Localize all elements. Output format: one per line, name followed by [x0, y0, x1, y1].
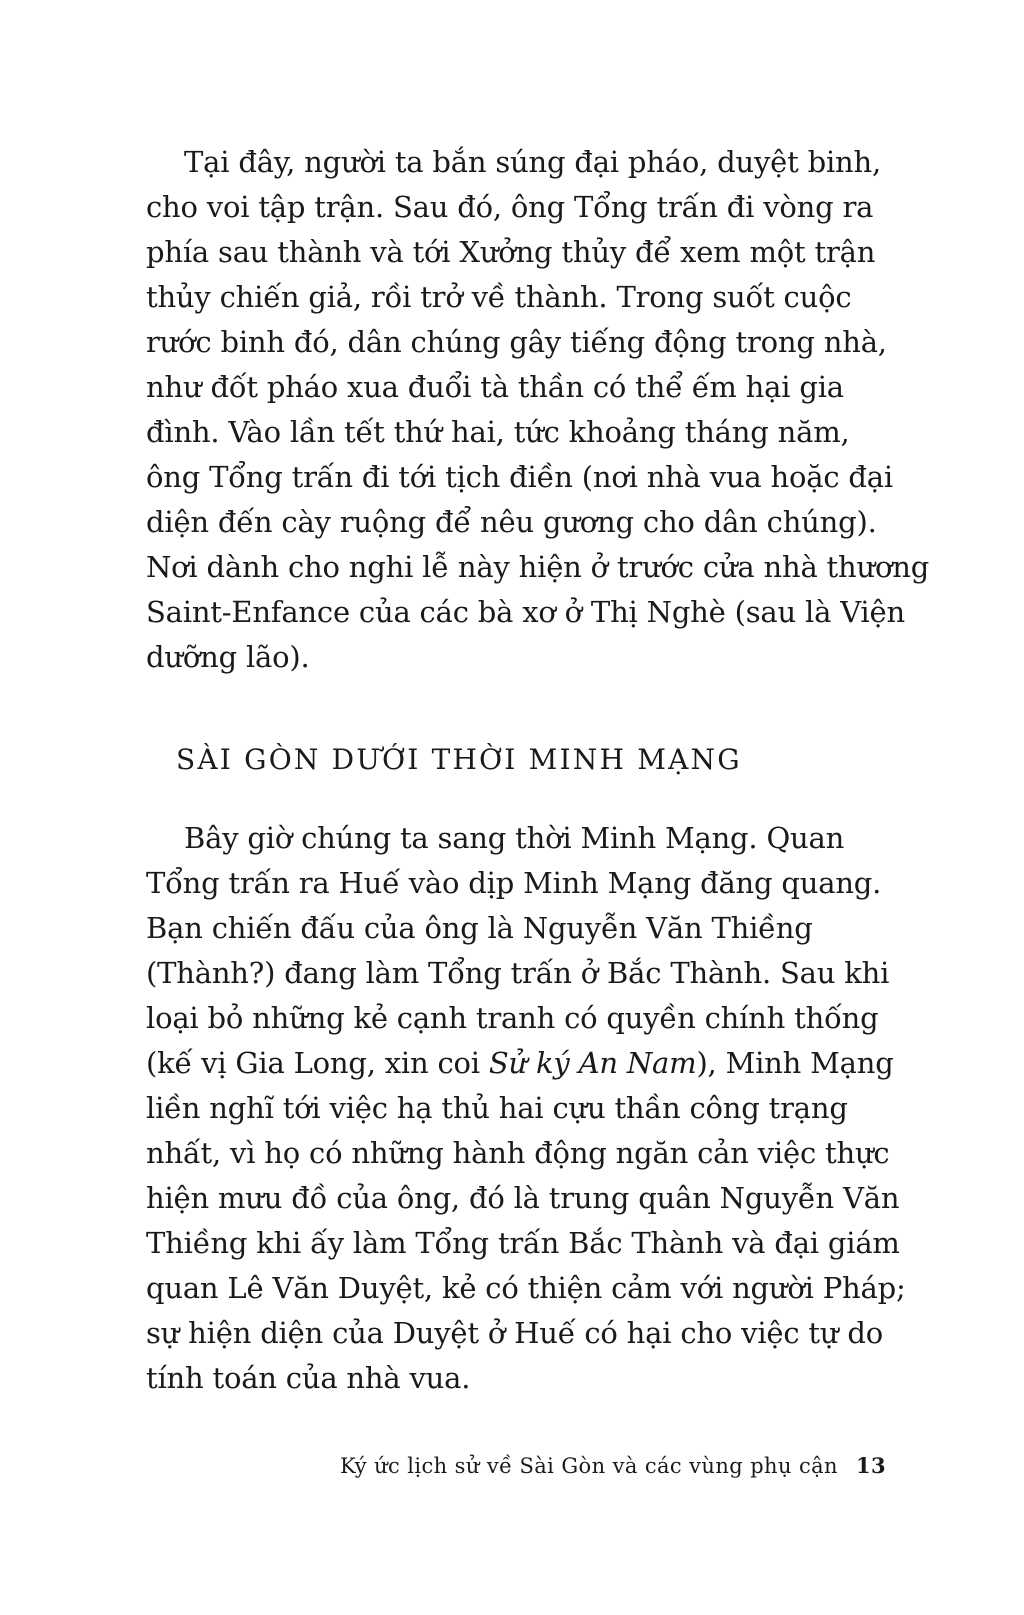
paragraph-line: rước binh đó, dân chúng gây tiếng động trong nhà, [146, 325, 887, 359]
body-paragraph-2 [146, 816, 906, 1401]
paragraph-line: Thiềng khi ấy làm Tổng trấn Bắc Thành và đại giám [146, 1226, 900, 1260]
paragraph-line: Bạn chiến đấu của ông là Nguyễn Văn Thiềng [146, 911, 813, 945]
paragraph-line: quan Lê Văn Duyệt, kẻ có thiện cảm với người Pháp; [146, 1271, 906, 1305]
paragraph-line: Bây giờ chúng ta sang thời Minh Mạng. Quan [184, 821, 845, 855]
paragraph-line: ông Tổng trấn đi tới tịch điền (nơi nhà vua hoặc đại [146, 460, 893, 494]
paragraph-line: Nơi dành cho nghi lễ này hiện ở trước cửa nhà thương [146, 550, 930, 584]
page-footer [340, 1453, 887, 1478]
paragraph-line: hiện mưu đồ của ông, đó là trung quân Nguyễn Văn [146, 1181, 900, 1215]
paragraph-line: Saint-Enfance của các bà xơ ở Thị Nghè (sau là Viện [146, 595, 905, 629]
paragraph-line: loại bỏ những kẻ cạnh tranh có quyền chính thống [146, 1001, 879, 1035]
paragraph-line: tính toán của nhà vua. [146, 1361, 471, 1395]
line-text: ), Minh Mạng [696, 1046, 894, 1080]
running-title: Ký ức lịch sử về Sài Gòn và các vùng phụ cận [340, 1454, 838, 1478]
paragraph-line: nhất, vì họ có những hành động ngăn cản việc thực [146, 1136, 890, 1170]
paragraph-line: liền nghĩ tới việc hạ thủ hai cựu thần công trạng [146, 1091, 848, 1125]
paragraph-line: Tổng trấn ra Huế vào dịp Minh Mạng đăng quang. [146, 866, 882, 900]
paragraph-line: thủy chiến giả, rồi trở về thành. Trong suốt cuộc [146, 280, 852, 314]
paragraph-line-with-citation [146, 1041, 894, 1086]
line-text: (kế vị Gia Long, xin coi [146, 1046, 489, 1080]
paragraph-line: (Thành?) đang làm Tổng trấn ở Bắc Thành. Sau khi [146, 956, 890, 990]
book-title-citation: Sử ký An Nam [488, 1046, 697, 1080]
paragraph-line: sự hiện diện của Duyệt ở Huế có hại cho việc tự do [146, 1316, 883, 1350]
paragraph-line: đình. Vào lần tết thứ hai, tức khoảng tháng năm, [146, 415, 850, 449]
body-paragraph-1 [146, 140, 930, 680]
paragraph-line: phía sau thành và tới Xưởng thủy để xem một trận [146, 235, 876, 269]
section-heading: SÀI GÒN DƯỚI THỜI MINH MẠNG [176, 743, 742, 776]
paragraph-line: diện đến cày ruộng để nêu gương cho dân chúng). [146, 505, 877, 539]
page-number: 13 [855, 1453, 887, 1478]
paragraph-line: cho voi tập trận. Sau đó, ông Tổng trấn đi vòng ra [146, 190, 874, 224]
paragraph-line: như đốt pháo xua đuổi tà thần có thể ếm hại gia [146, 370, 844, 404]
paragraph-line: Tại đây, người ta bắn súng đại pháo, duyệt binh, [184, 145, 881, 179]
paragraph-line: dưỡng lão). [146, 640, 310, 674]
